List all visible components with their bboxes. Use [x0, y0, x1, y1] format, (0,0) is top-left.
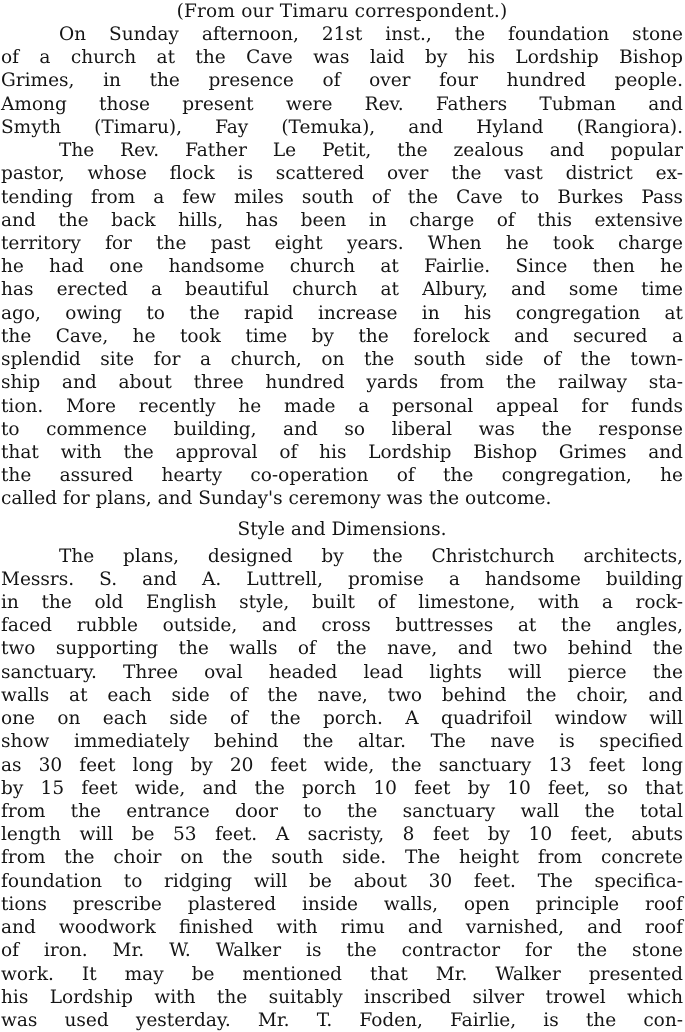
text-line: and woodwork finished with rimu and varnished, and roof	[1, 917, 683, 939]
text-line: The plans, designed by the Christchurch architects,	[59, 545, 683, 567]
text-line: ago, owing to the rapid increase in his congregation at	[1, 302, 683, 324]
text-line: tion. More recently he made a personal appeal for funds	[1, 395, 683, 417]
text-line: Grimes, in the presence of over four hundred people.	[1, 70, 683, 92]
text-line: by 15 feet wide, and the porch 10 feet by 10 feet, so that	[1, 777, 683, 799]
text-line: On Sunday afternoon, 21st inst., the foundation stone	[59, 24, 683, 45]
correspondent-header: (From our Timaru correspondent.)	[176, 1, 508, 22]
text-line: that with the approval of his Lordship Bishop Grimes and	[1, 441, 683, 463]
text-line: tions prescribe plastered inside walls, open principle roof	[1, 893, 683, 915]
paragraph-foundation	[1, 23, 683, 139]
text-line: to commence building, and so liberal was the response	[1, 418, 683, 440]
text-line: work. It may be mentioned that Mr. Walker presented	[1, 963, 683, 985]
text-line: the assured hearty co-operation of the congregation, he	[1, 465, 683, 487]
text-line: from the choir on the south side. The height from concrete	[1, 847, 683, 869]
text-line: sanctuary. Three oval headed lead lights will pierce the	[1, 661, 683, 683]
text-line: ship and about three hundred yards from the railway sta-	[1, 372, 683, 394]
text-line: as 30 feet long by 20 feet wide, the sanctuary 13 feet long	[1, 754, 683, 776]
text-line: he had one handsome church at Fairlie. Since then he	[1, 256, 683, 278]
text-line: from the entrance door to the sanctuary wall the total	[1, 801, 683, 822]
text-line: one on each side of the porch. A quadrifoil window will	[1, 708, 683, 730]
text-line: splendid site for a church, on the south side of the town-	[1, 349, 683, 371]
text-line: called for plans, and Sunday's ceremony was the outcome.	[1, 488, 552, 510]
text-line: tending from a few miles south of the Cave to Burkes Pass	[1, 186, 683, 208]
text-line: of a church at the Cave was laid by his Lordship Bishop	[1, 47, 683, 69]
text-line: territory for the past eight years. When he took charge	[1, 232, 683, 254]
text-line: show immediately behind the altar. The nave is specified	[1, 731, 683, 753]
text-line: faced rubble outside, and cross buttresses at the angles,	[1, 615, 683, 637]
text-line: and the back hills, has been in charge of this extensive	[1, 209, 683, 231]
text-line: The Rev. Father Le Petit, the zealous and popular	[59, 140, 683, 162]
text-line: his Lordship with the suitably inscribed silver trowel which	[1, 986, 683, 1008]
text-line: Messrs. S. and A. Luttrell, promise a handsome building	[1, 568, 683, 590]
text-line: pastor, whose flock is scattered over the vast district ex-	[1, 163, 683, 185]
text-line: was used yesterday. Mr. T. Foden, Fairlie, is the con-	[1, 1009, 683, 1031]
text-line: of iron. Mr. W. Walker is the contractor for the stone	[1, 940, 683, 962]
section-subheading: Style and Dimensions.	[237, 518, 447, 540]
text-line: walls at each side of the nave, two behind the choir, and	[1, 684, 683, 706]
text-line: the Cave, he took time by the forelock and secured a	[1, 325, 683, 347]
paragraph-pastor	[1, 139, 683, 511]
text-line: two supporting the walls of the nave, and two behind the	[1, 638, 683, 660]
text-line: foundation to ridging will be about 30 feet. The specifica-	[1, 870, 683, 892]
text-line: Smyth (Timaru), Fay (Temuka), and Hyland (Rangiora).	[1, 116, 683, 138]
text-line: in the old English style, built of limestone, with a rock-	[1, 592, 683, 614]
text-line: length will be 53 feet. A sacristy, 8 feet by 10 feet, abuts	[1, 824, 683, 846]
paragraph-plans	[1, 545, 683, 1032]
text-line: has erected a beautiful church at Albury, and some time	[1, 279, 683, 301]
text-line: Among those present were Rev. Fathers Tubman and	[1, 93, 683, 115]
